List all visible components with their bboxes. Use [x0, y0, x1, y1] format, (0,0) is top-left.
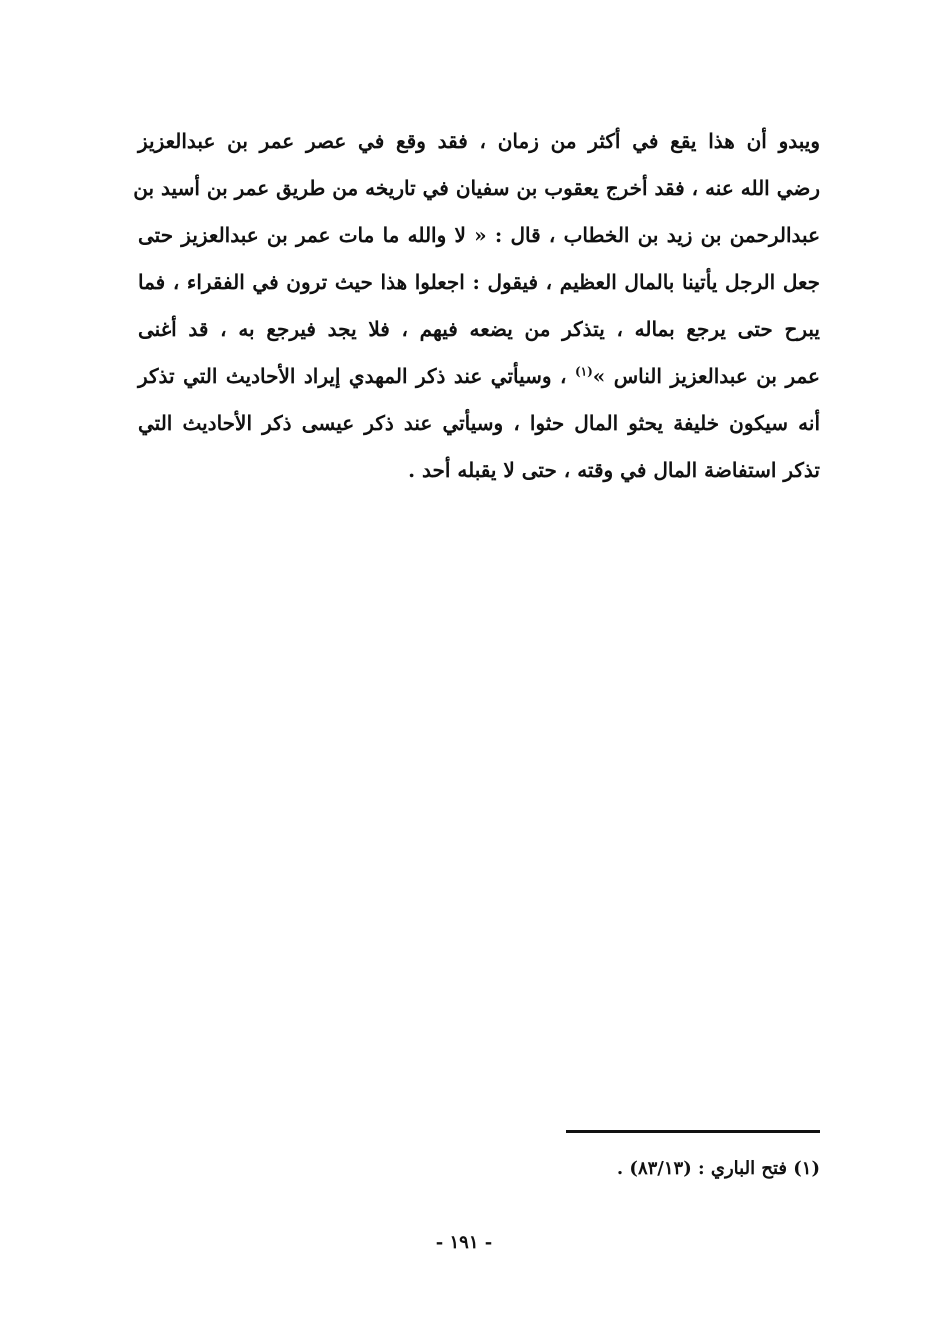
- continuation-text: ، وسيأتي عند ذكر المهدي إيراد الأحاديث التي تذكر: [138, 364, 567, 388]
- footnote-reference[interactable]: (١): [574, 364, 593, 379]
- text-line: عبدالرحمن بن زيد بن الخطاب ، قال : « لا والله ما مات عمر بن عبدالعزيز حتى: [138, 223, 820, 247]
- page-number: - ١٩١ -: [435, 1232, 493, 1253]
- quote-end-text: عمر بن عبدالعزيز الناس »: [592, 364, 820, 388]
- text-line-with-footnote: [138, 353, 820, 400]
- text-line: تذكر استفاضة المال في وقته ، حتى لا يقبله أحد .: [408, 458, 820, 482]
- text-line: جعل الرجل يأتينا بالمال العظيم ، فيقول : اجعلوا هذا حيث ترون في الفقراء ، فما: [138, 270, 820, 294]
- footnote-divider: [566, 1130, 820, 1133]
- text-line: أنه سيكون خليفة يحثو المال حثوا ، وسيأتي عند ذكر عيسى ذكر الأحاديث التي: [138, 411, 820, 435]
- main-paragraph: [133, 118, 820, 494]
- text-line: ويبدو أن هذا يقع في أكثر من زمان ، فقد وقع في عصر عمر بن عبدالعزيز: [138, 129, 820, 153]
- text-line: رضي الله عنه ، فقد أخرج يعقوب بن سفيان في تاريخه من طريق عمر بن أسيد بن: [133, 176, 820, 200]
- footnote: (١) فتح الباري : (٨٣/١٣) .: [616, 1158, 820, 1179]
- text-line: يبرح حتى يرجع بماله ، يتذكر من يضعه فيهم ، فلا يجد فيرجع به ، قد أغنى: [138, 317, 820, 341]
